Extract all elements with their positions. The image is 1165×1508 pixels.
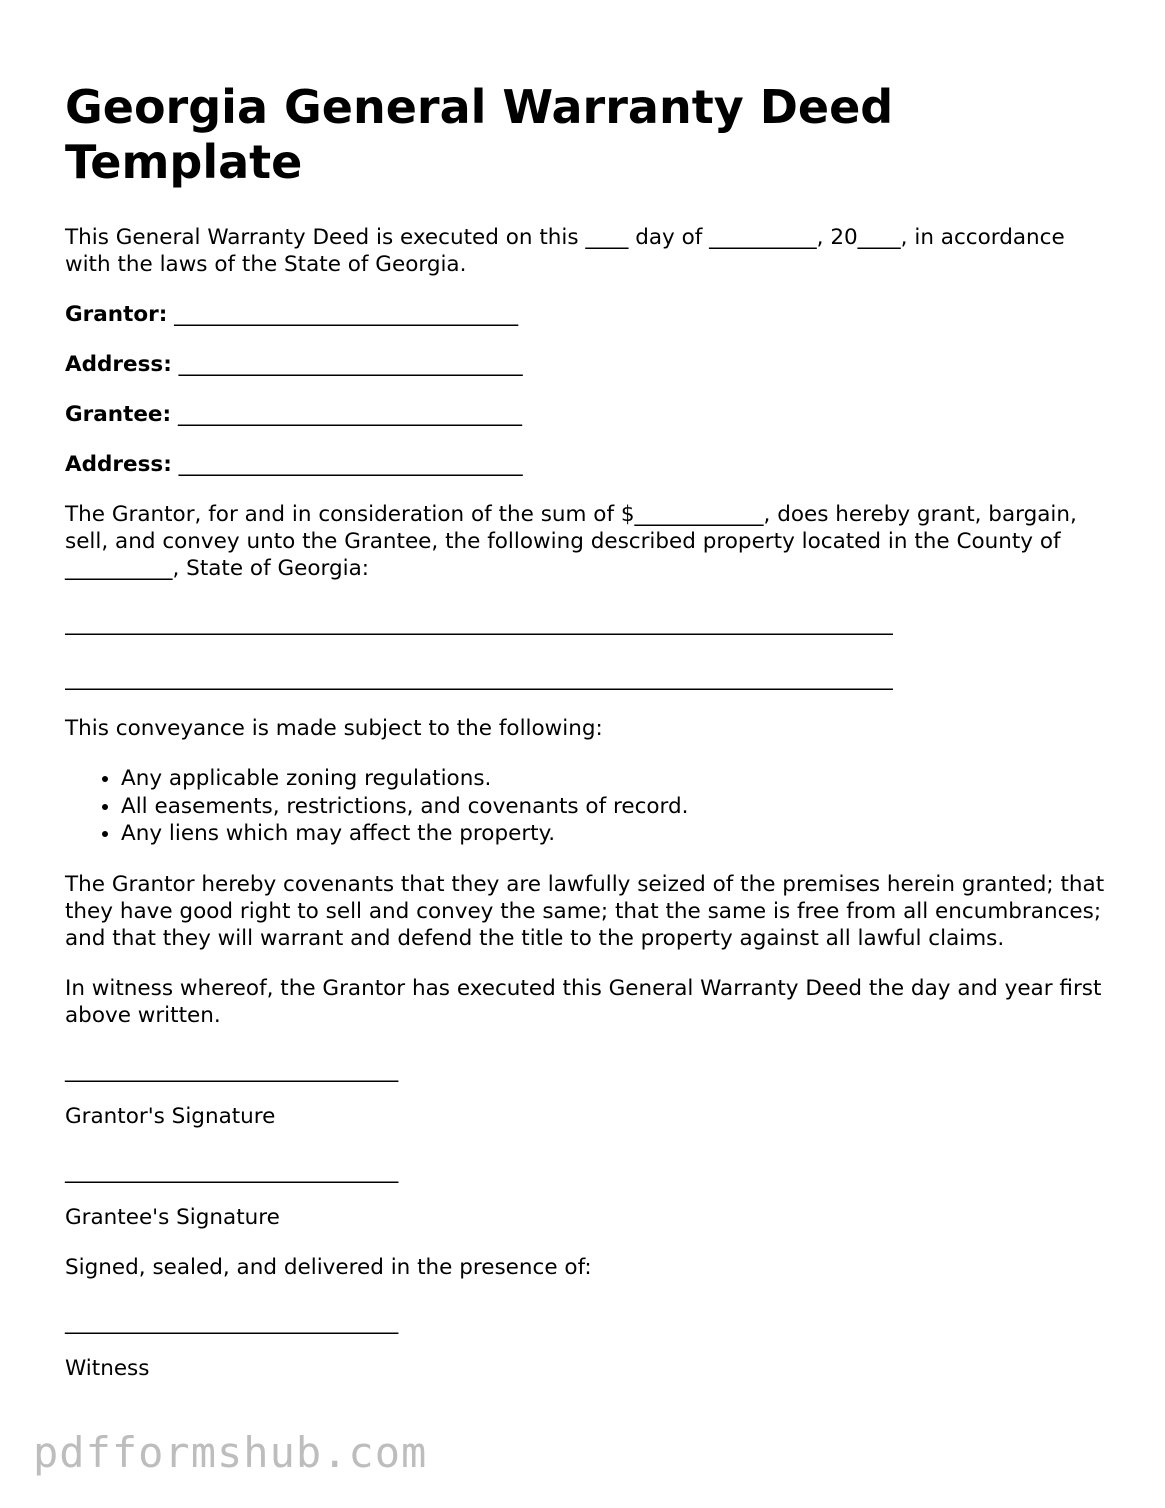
presence-statement: Signed, sealed, and delivered in the presence of: [65,1254,592,1280]
intro-paragraph: This General Warranty Deed is executed on this ____ day of __________, 20____, in accordance with the laws of the State of Georgia. [65,225,1065,277]
property-description-line-2: _____________________________________________________________________________ [65,666,893,691]
covenant-paragraph: The Grantor hereby covenants that they are lawfully seized of the premises herein granted; that they have good right to sell and convey the same; that the same is free from all encumbrances; and that they will warrant and defend the title to the property against all lawful claims. [65,871,1105,951]
grantee-signature-line: _______________________________ [65,1158,399,1184]
grantee-address-field [65,451,1110,478]
list-item: • Any applicable zoning regulations. [121,765,1110,793]
grantee-address-blank: ________________________________ [178,452,523,477]
grantee-blank: ________________________________ [177,402,522,427]
witness-signature-line: _______________________________ [65,1309,399,1335]
list-item: • All easements, restrictions, and covenants of record. [121,793,1110,821]
watermark: pdfformshub.com [33,1428,428,1477]
grantee-address-label: Address: [65,452,172,477]
witness-label: Witness [65,1355,150,1381]
subject-intro: This conveyance is made subject to the following: [65,716,603,741]
grantor-label: Grantor: [65,302,168,327]
deed-document [65,80,1110,1405]
grantor-field [65,301,1110,328]
subject-list [65,765,1110,848]
grantor-address-blank: ________________________________ [178,352,523,377]
grantor-address-label: Address: [65,352,172,377]
grantor-signature-label: Grantor's Signature [65,1103,276,1129]
list-item: • Any liens which may affect the property. [121,820,1110,848]
grantor-signature-line: _______________________________ [65,1057,399,1083]
grantee-label: Grantee: [65,402,172,427]
witness-clause: In witness whereof, the Grantor has executed this General Warranty Deed the day and year first above written. [65,975,1102,1028]
grantee-field [65,401,1110,428]
grantee-signature-label: Grantee's Signature [65,1204,280,1230]
consideration-paragraph: The Grantor, for and in consideration of the sum of $____________, does hereby grant, bargain, sell, and convey unto the Grantee, the following described property located in the County of __________, State of Georgia: [65,502,1077,581]
document-title: Georgia General Warranty Deed Template [65,80,894,189]
grantor-blank: ________________________________ [174,302,519,327]
property-description-line-1: _____________________________________________________________________________ [65,611,893,636]
grantor-address-field [65,351,1110,378]
